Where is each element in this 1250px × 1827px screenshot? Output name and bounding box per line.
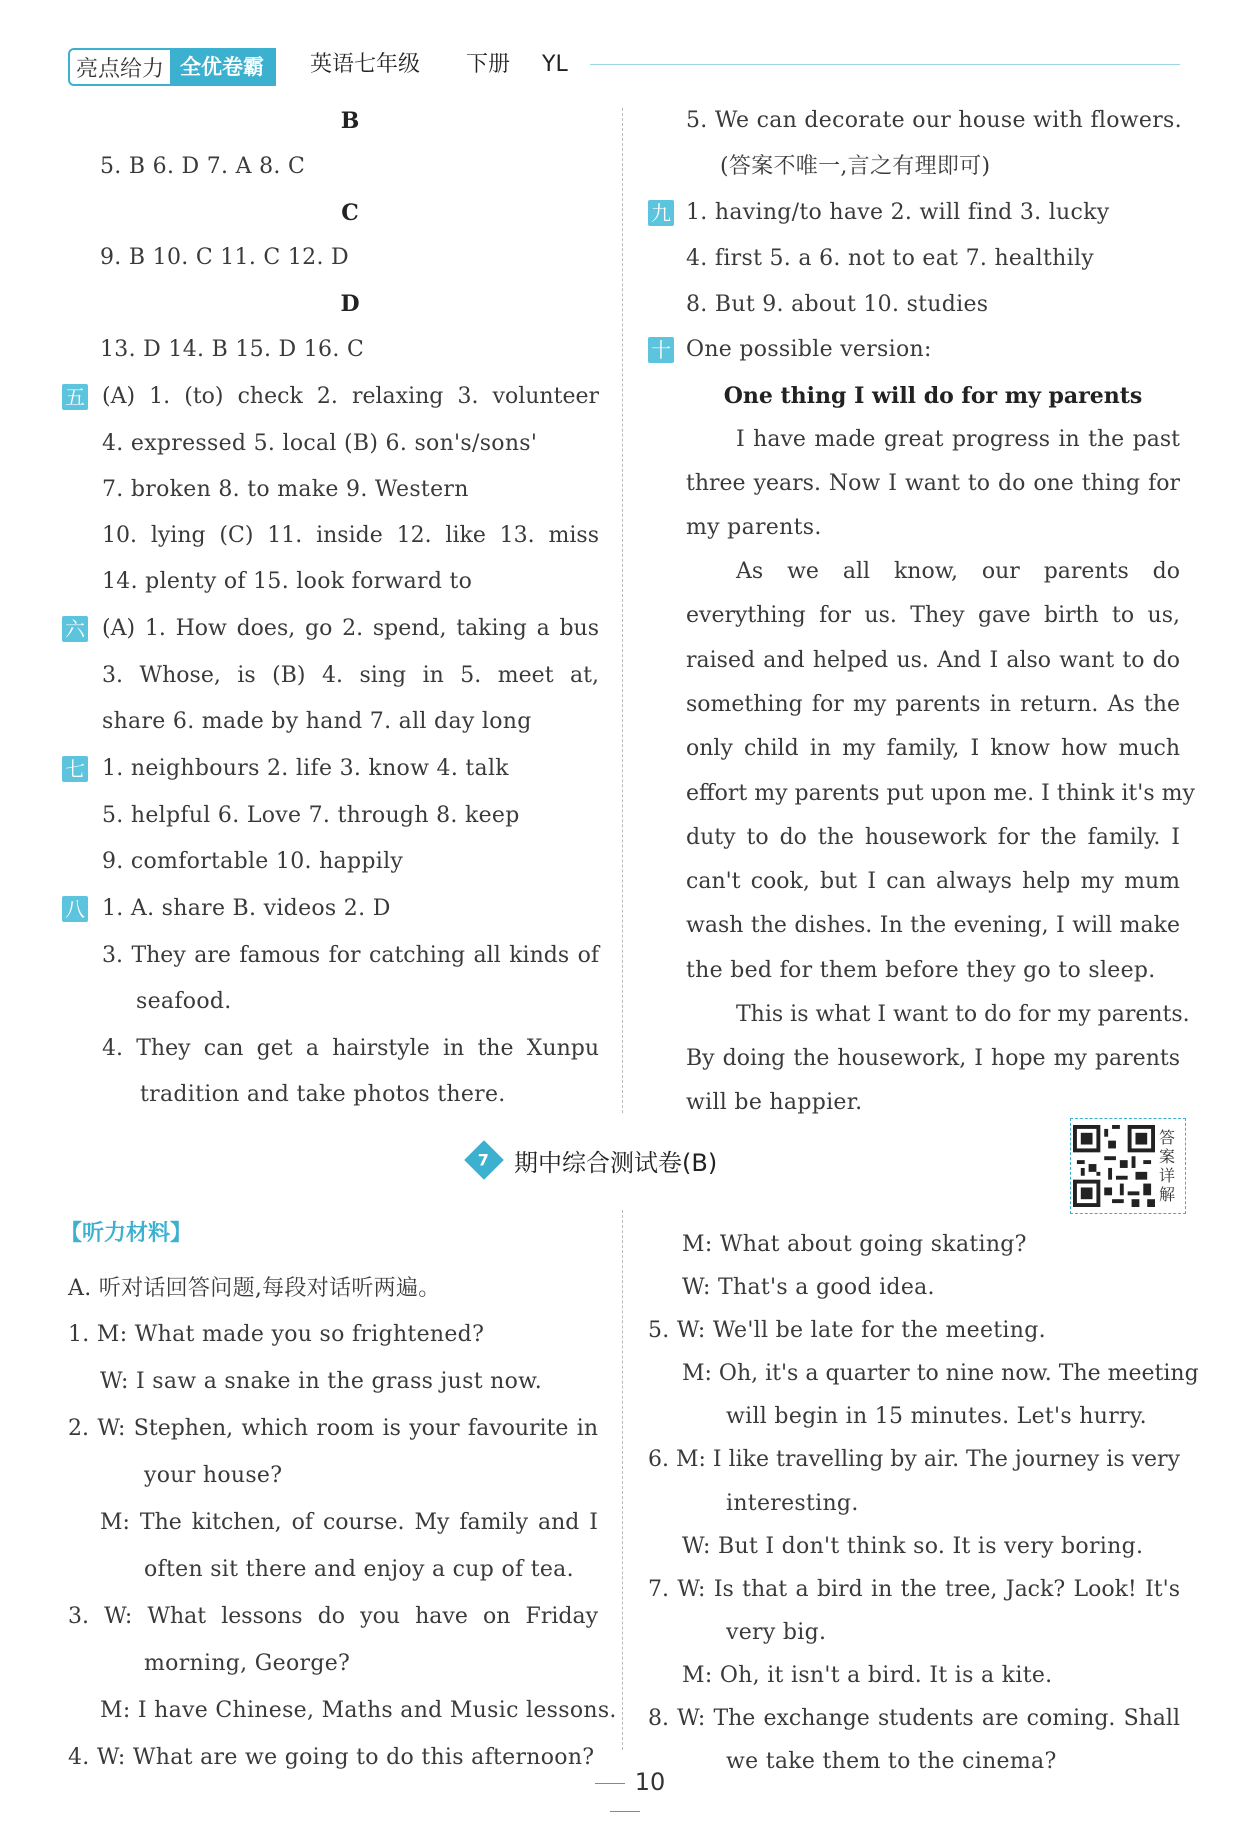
listening-right-line: W: That's a good idea. bbox=[682, 1275, 935, 1300]
essay-line: effort my parents put upon me. I think it's my bbox=[686, 781, 1195, 806]
essay-line: everything for us. They gave birth to us, bbox=[686, 603, 1180, 628]
edition-label: YL bbox=[542, 52, 568, 77]
section-B-answers: 5. B 6. D 7. A 8. C bbox=[100, 154, 306, 179]
section-8-item-5: 5. We can decorate our house with flowers. bbox=[686, 108, 1182, 133]
page-number: 10 bbox=[560, 1768, 690, 1824]
section-10-badge: 十 bbox=[648, 337, 674, 363]
essay-line: wash the dishes. In the evening, I will make bbox=[686, 913, 1180, 938]
essay-line: will be happier. bbox=[686, 1090, 863, 1115]
section-number-icon: 7 bbox=[464, 1140, 504, 1180]
section-5-line-5: 14. plenty of 15. look forward to bbox=[102, 569, 473, 594]
essay-line: This is what I want to do for my parents. bbox=[736, 1002, 1190, 1027]
section-10-intro: One possible version: bbox=[686, 337, 932, 362]
listening-left-line: M: I have Chinese, Maths and Music lessons. bbox=[100, 1698, 617, 1723]
essay-title: One thing I will do for my parents bbox=[723, 383, 1143, 409]
column-divider-bottom bbox=[622, 1210, 623, 1750]
section-6-line-3: share 6. made by hand 7. all day long bbox=[102, 709, 532, 734]
listening-left-line: W: I saw a snake in the grass just now. bbox=[100, 1369, 542, 1394]
listening-left-line: 3. W: What lessons do you have on Friday bbox=[68, 1604, 598, 1629]
volume-label: 下册 bbox=[466, 52, 511, 77]
section-C-heading: C bbox=[341, 200, 359, 226]
essay-line: I have made great progress in the past bbox=[736, 427, 1180, 452]
series-logo bbox=[68, 48, 276, 86]
section-8-line-4: 4. They can get a hairstyle in the Xunpu bbox=[102, 1036, 599, 1061]
listening-right-line: 5. W: We'll be late for the meeting. bbox=[648, 1318, 1046, 1343]
section-7-badge: 七 bbox=[62, 756, 88, 782]
section-9-line-2: 4. first 5. a 6. not to eat 7. healthily bbox=[686, 246, 1095, 271]
essay-line: can't cook, but I can always help my mum bbox=[686, 869, 1180, 894]
listening-left-line: often sit there and enjoy a cup of tea. bbox=[144, 1557, 574, 1582]
section-9-badge: 九 bbox=[648, 200, 674, 226]
qr-code-icon bbox=[1073, 1125, 1155, 1207]
listening-right-line: very big. bbox=[726, 1620, 827, 1645]
section-6-line-2: 3. Whose, is (B) 4. sing in 5. meet at, bbox=[102, 663, 599, 688]
essay-line: something for my parents in return. As the bbox=[686, 692, 1180, 717]
section-7-line-2: 5. helpful 6. Love 7. through 8. keep bbox=[102, 803, 520, 828]
listening-left-line: 1. M: What made you so frightened? bbox=[68, 1322, 485, 1347]
section-8-line-1: 1. A. share B. videos 2. D bbox=[102, 896, 391, 921]
listening-right-line: 6. M: I like travelling by air. The journey is very bbox=[648, 1447, 1180, 1472]
listening-instruction: A. 听对话回答问题,每段对话听两遍。 bbox=[68, 1276, 441, 1301]
section-5-line-2: 4. expressed 5. local (B) 6. son's/sons' bbox=[102, 431, 538, 456]
listening-left-line: M: The kitchen, of course. My family and I bbox=[100, 1510, 598, 1535]
essay-line: By doing the housework, I hope my parents bbox=[686, 1046, 1180, 1071]
listening-right-line: M: What about going skating? bbox=[682, 1232, 1027, 1257]
subject-label: 英语七年级 bbox=[310, 52, 421, 77]
section-8-line-3: seafood. bbox=[136, 989, 232, 1014]
section-C-answers: 9. B 10. C 11. C 12. D bbox=[100, 245, 349, 270]
listening-right-line: interesting. bbox=[726, 1491, 859, 1516]
section-title-text: 期中综合测试卷(B) bbox=[514, 1148, 718, 1177]
listening-left-line: your house? bbox=[144, 1463, 283, 1488]
section-5-line-1: (A) 1. (to) check 2. relaxing 3. volunteer bbox=[102, 384, 599, 409]
answer-qr-code[interactable] bbox=[1070, 1118, 1186, 1214]
section-8-badge: 八 bbox=[62, 896, 88, 922]
essay-line: the bed for them before they go to sleep. bbox=[686, 958, 1156, 983]
section-7-line-1: 1. neighbours 2. life 3. know 4. talk bbox=[102, 756, 509, 781]
section-5-line-3: 7. broken 8. to make 9. Western bbox=[102, 477, 469, 502]
section-5-line-4: 10. lying (C) 11. inside 12. like 13. miss bbox=[102, 523, 599, 548]
listening-heading: 【听力材料】 bbox=[60, 1221, 193, 1246]
listening-left-line: 2. W: Stephen, which room is your favourite in bbox=[68, 1416, 598, 1441]
listening-right-line: 7. W: Is that a bird in the tree, Jack? Look! It's bbox=[648, 1577, 1180, 1602]
section-6-line-1: (A) 1. How does, go 2. spend, taking a bus bbox=[102, 616, 599, 641]
brand-text: 亮点给力 bbox=[76, 56, 165, 82]
section-8-line-2: 3. They are famous for catching all kinds of bbox=[102, 943, 599, 968]
essay-line: raised and helped us. And I also want to do bbox=[686, 648, 1180, 673]
listening-left-line: 4. W: What are we going to do this afternoon? bbox=[68, 1745, 595, 1770]
listening-right-line: will begin in 15 minutes. Let's hurry. bbox=[726, 1404, 1147, 1429]
section-6-badge: 六 bbox=[62, 616, 88, 642]
section-8-note: (答案不唯一,言之有理即可) bbox=[720, 154, 991, 179]
section-D-answers: 13. D 14. B 15. D 16. C bbox=[100, 337, 365, 362]
listening-right-line: W: But I don't think so. It is very boring. bbox=[682, 1534, 1144, 1559]
section-9-line-3: 8. But 9. about 10. studies bbox=[686, 292, 989, 317]
essay-line: duty to do the housework for the family. I bbox=[686, 825, 1180, 850]
essay-line: only child in my family, I know how much bbox=[686, 736, 1180, 761]
section-7-line-3: 9. comfortable 10. happily bbox=[102, 849, 404, 874]
listening-right-line: M: Oh, it isn't a bird. It is a kite. bbox=[682, 1663, 1053, 1688]
listening-right-line: M: Oh, it's a quarter to nine now. The meeting bbox=[682, 1361, 1199, 1386]
essay-line: my parents. bbox=[686, 515, 822, 540]
section-8-line-5: tradition and take photos there. bbox=[140, 1082, 506, 1107]
section-9-line-1: 1. having/to have 2. will find 3. lucky bbox=[686, 200, 1110, 225]
section-D-heading: D bbox=[340, 291, 360, 317]
section-5-badge: 五 bbox=[62, 384, 88, 410]
series-text: 全优卷霸 bbox=[170, 50, 274, 84]
qr-label: 答案详解 bbox=[1159, 1128, 1176, 1204]
listening-left-line: morning, George? bbox=[144, 1651, 351, 1676]
listening-right-line: 8. W: The exchange students are coming. Shall bbox=[648, 1706, 1180, 1731]
section-title bbox=[470, 1140, 717, 1180]
header-rule bbox=[590, 64, 1180, 65]
column-divider-top bbox=[622, 108, 623, 1113]
essay-line: three years. Now I want to do one thing for bbox=[686, 471, 1180, 496]
section-B-heading: B bbox=[340, 108, 360, 134]
essay-line: As we all know, our parents do bbox=[736, 559, 1180, 584]
listening-right-line: we take them to the cinema? bbox=[726, 1749, 1057, 1774]
